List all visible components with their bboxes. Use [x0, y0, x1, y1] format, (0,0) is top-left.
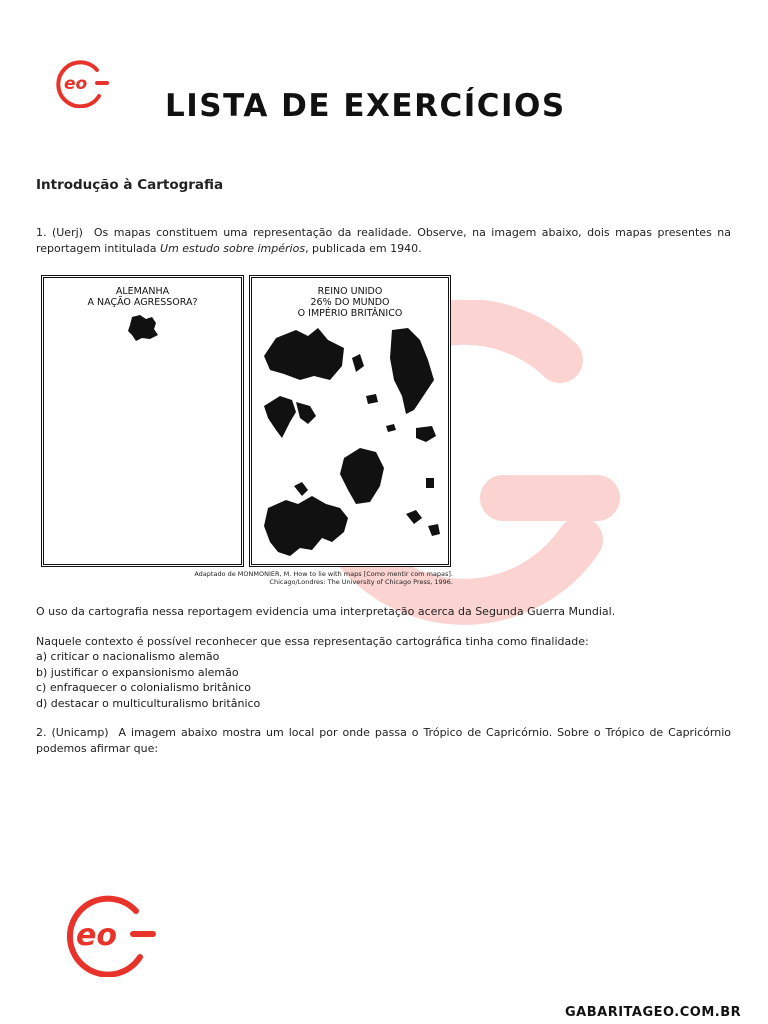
- question-1-options: [36, 649, 731, 711]
- map-panel-british-empire: [249, 275, 451, 567]
- germany-map-shape: [124, 313, 164, 343]
- page-title: LISTA DE EXERCÍCIOS: [165, 88, 566, 124]
- figure-credit: Adaptado de MONMONIER, M. How to lie with maps [Como mentir com mapas]. Chicago/Londres: The University of Chicago Press, 1996.: [194, 570, 453, 586]
- svg-text:eo: eo: [64, 74, 88, 94]
- map-caption-british-empire: REINO UNIDO 26% DO MUNDO O IMPÉRIO BRITÂNICO: [297, 286, 403, 319]
- map-figure: [41, 275, 451, 567]
- option-b: b) justificar o expansionismo alemão: [36, 665, 239, 679]
- question-2-number: 2. (Unicamp): [36, 726, 109, 739]
- option-a: a) criticar o nacionalismo alemão: [36, 650, 220, 663]
- svg-text:eo: eo: [76, 918, 117, 953]
- map-panel-germany: [41, 275, 244, 567]
- map-caption-germany: ALEMANHA A NAÇÃO AGRESSORA?: [87, 286, 198, 308]
- logo-eo-footer-icon: [58, 893, 158, 977]
- question-1-prompt: Naquele contexto é possível reconhecer que essa representação cartográfica tinha como finalidade:: [36, 635, 589, 648]
- british-empire-map-shapes: [256, 318, 446, 563]
- section-heading: Introdução à Cartografia: [36, 177, 224, 193]
- option-c: c) enfraquecer o colonialismo britânico: [36, 681, 252, 694]
- question-2-text: 2. (Unicamp) A imagem abaixo mostra um local por onde passa o Trópico de Capricórnio. Sobre o Trópico de Capricórnio podemos afirmar que:: [36, 726, 732, 755]
- logo-eo-icon: [50, 58, 110, 108]
- footer-url-link[interactable]: GABARITAGEO.COM.BR: [565, 1005, 742, 1020]
- question-1-text: 1. (Uerj) Os mapas constituem uma representação da realidade. Observe, na imagem abaixo, dois mapas presentes na reportagem intitulada Um estudo sobre impérios, publicada em 1940.: [36, 226, 731, 255]
- option-d: d) destacar o multiculturalismo britânico: [36, 696, 261, 710]
- question-1-context: O uso da cartografia nessa reportagem evidencia uma interpretação acerca da Segunda Guerra Mundial.: [36, 605, 616, 618]
- question-1-number: 1. (Uerj): [36, 226, 83, 239]
- question-1-article-title: Um estudo sobre impérios: [160, 241, 306, 255]
